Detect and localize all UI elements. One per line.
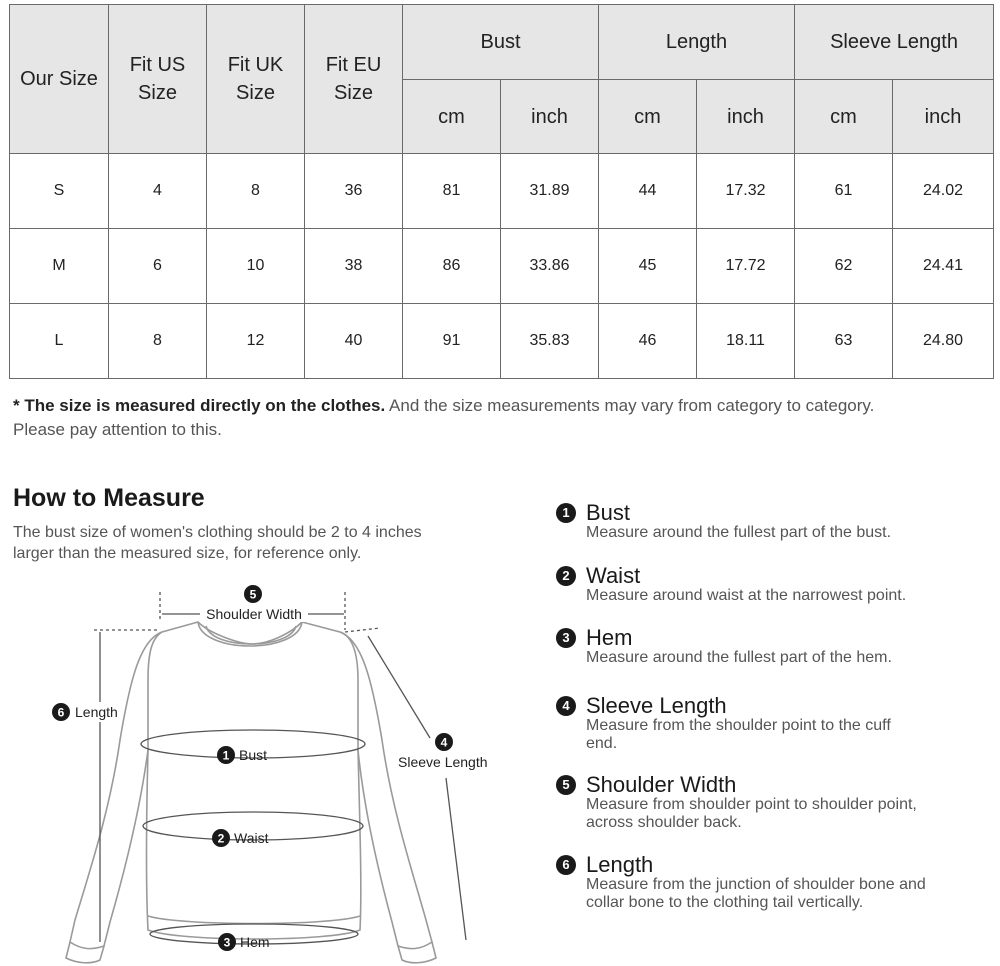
header-fit-us — [109, 5, 207, 154]
label-bust: Bust — [239, 747, 268, 763]
badge-waist: 2 — [217, 831, 225, 846]
item-title: Waist — [586, 563, 641, 588]
table-row — [10, 304, 994, 379]
table-cell: S — [10, 154, 109, 229]
label-shoulder-width: Shoulder Width — [206, 606, 302, 622]
item-description: Measure around the fullest part of the hem. — [586, 649, 892, 666]
table-cell: 38 — [305, 229, 403, 304]
table-cell: 36 — [305, 154, 403, 229]
item-description: Measure from the shoulder point to the cuff end. — [586, 717, 891, 752]
table-cell: 91 — [403, 304, 501, 379]
header-fit-uk-label: Fit UK Size — [227, 54, 284, 104]
item-title: Shoulder Width — [586, 772, 737, 797]
item-title: Bust — [586, 500, 631, 525]
table-cell: 12 — [207, 304, 305, 379]
item-description: Measure around the fullest part of the bust. — [586, 524, 892, 541]
label-hem: Hem — [240, 934, 270, 950]
item-number: 4 — [556, 696, 576, 716]
table-cell: 4 — [109, 154, 207, 229]
badge-bust: 1 — [222, 748, 230, 763]
table-cell: 40 — [305, 304, 403, 379]
size-table — [9, 4, 994, 379]
badge-shoulder-width: 5 — [249, 587, 257, 602]
item-description: Measure from the junction of shoulder bone and collar bone to the clothing tail vertically. — [586, 876, 926, 911]
table-cell: 61 — [795, 154, 893, 229]
table-cell: 8 — [207, 154, 305, 229]
header-bust-cm: cm — [403, 80, 501, 154]
size-note-bold: * The size is measured directly on the clothes. — [13, 396, 386, 415]
header-length: Length — [599, 5, 795, 80]
item-description: Measure from shoulder point to shoulder point, across shoulder back. — [586, 796, 917, 831]
header-our-size: Our Size — [10, 5, 109, 154]
table-row — [10, 229, 994, 304]
item-number: 3 — [556, 628, 576, 648]
header-sleeve-inch: inch — [893, 80, 994, 154]
table-cell: 24.41 — [893, 229, 994, 304]
item-number: 2 — [556, 566, 576, 586]
header-fit-uk — [207, 5, 305, 154]
table-cell: 6 — [109, 229, 207, 304]
how-to-measure-description: The bust size of women's clothing should be 2 to 4 inches larger than the measured size, for reference only. — [13, 524, 422, 562]
header-bust-inch: inch — [501, 80, 599, 154]
item-number: 6 — [556, 855, 576, 875]
header-fit-eu — [305, 5, 403, 154]
badge-sleeve-length: 4 — [440, 735, 448, 750]
label-sleeve-length: Sleeve Length — [398, 754, 488, 770]
table-cell: M — [10, 229, 109, 304]
header-fit-us-label: Fit US Size — [129, 54, 186, 104]
item-title: Sleeve Length — [586, 693, 727, 718]
item-number: 1 — [556, 503, 576, 523]
size-note — [13, 394, 913, 442]
table-cell: 44 — [599, 154, 697, 229]
table-cell: 81 — [403, 154, 501, 229]
table-cell: 17.32 — [697, 154, 795, 229]
table-cell: 8 — [109, 304, 207, 379]
table-cell: 10 — [207, 229, 305, 304]
how-to-measure-title: How to Measure — [13, 484, 205, 512]
header-length-inch: inch — [697, 80, 795, 154]
badge-hem: 3 — [223, 935, 231, 950]
sweater-diagram — [0, 570, 540, 966]
table-cell: 86 — [403, 229, 501, 304]
item-description: Measure around waist at the narrowest point. — [586, 587, 907, 604]
table-cell: 17.72 — [697, 229, 795, 304]
header-sleeve-cm: cm — [795, 80, 893, 154]
table-cell: 35.83 — [501, 304, 599, 379]
label-waist: Waist — [234, 830, 269, 846]
table-cell: 18.11 — [697, 304, 795, 379]
table-cell: 63 — [795, 304, 893, 379]
table-cell: 62 — [795, 229, 893, 304]
table-row — [10, 154, 994, 229]
table-cell: L — [10, 304, 109, 379]
table-cell: 31.89 — [501, 154, 599, 229]
header-length-cm: cm — [599, 80, 697, 154]
table-cell: 33.86 — [501, 229, 599, 304]
header-sleeve-length: Sleeve Length — [795, 5, 994, 80]
table-cell: 24.80 — [893, 304, 994, 379]
header-bust: Bust — [403, 5, 599, 80]
label-length: Length — [75, 704, 118, 720]
badge-length: 6 — [57, 705, 65, 720]
item-title: Hem — [586, 625, 633, 650]
size-note-rest: And the size measurements may vary from category to category. Please pay attention to this. — [13, 396, 875, 439]
table-cell: 46 — [599, 304, 697, 379]
header-fit-eu-label: Fit EU Size — [325, 54, 382, 104]
item-title: Length — [586, 852, 654, 877]
table-cell: 24.02 — [893, 154, 994, 229]
table-cell: 45 — [599, 229, 697, 304]
item-number: 5 — [556, 775, 576, 795]
